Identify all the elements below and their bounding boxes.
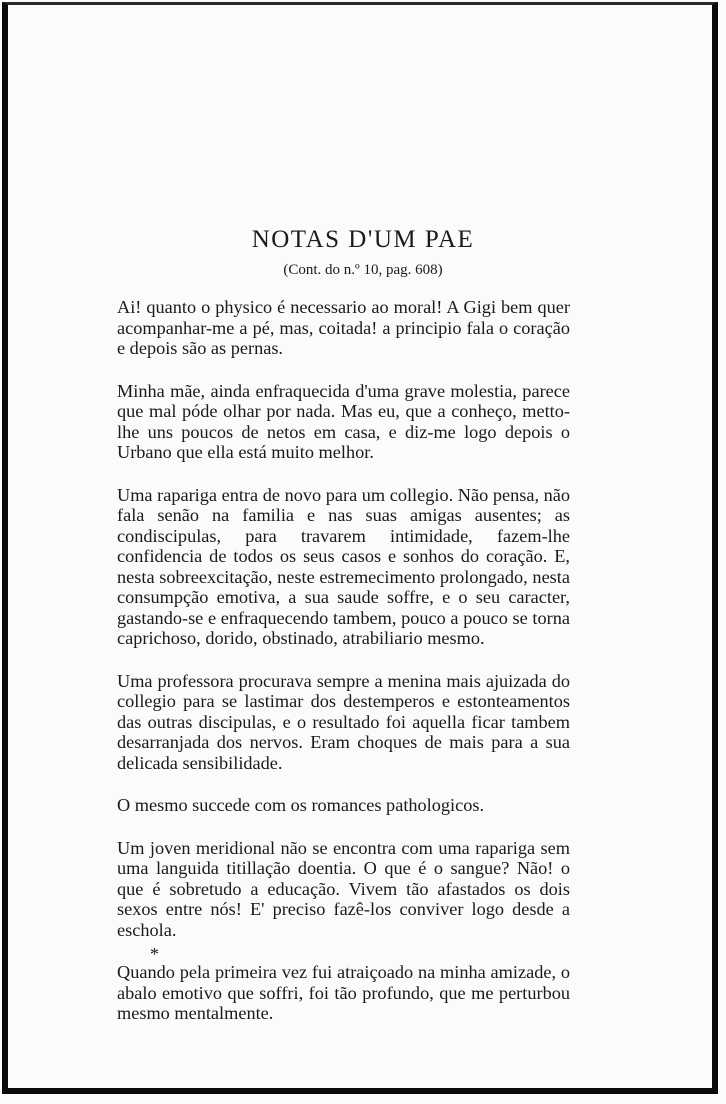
article-subtitle: (Cont. do n.º 10, pag. 608) bbox=[283, 262, 443, 278]
paragraph: Uma professora procurava sempre a menina mais ajuizada do collegio para se lastimar dos destemperos e estonteamentos das outras discipulas, e o resultado foi aquella ficar tambem desarranjada dos nervos. Eram choques de mais para a sua delicada sensibilidade. bbox=[117, 670, 570, 773]
section-separator: * bbox=[150, 944, 159, 964]
article-body bbox=[117, 297, 570, 1024]
article-title: NOTAS D'UM PAE bbox=[251, 226, 475, 253]
paragraph: O mesmo succede com os romances pathologicos. bbox=[117, 795, 485, 815]
paragraph: Minha mãe, ainda enfraquecida d'uma grave molestia, parece que mal póde olhar por nada. Mas eu, que a conheço, metto-lhe uns poucos de netos em casa, e diz-me logo depois o Urbano que ella está muito melhor. bbox=[117, 380, 570, 462]
paragraph: Uma rapariga entra de novo para um collegio. Não pensa, não fala senão na familia e nas suas amigas ausentes; as condiscipulas, para travarem intimidade, fazem-lhe confidencia de todos os seus casos e sonhos do coração. E, nesta sobreexcitação, neste estremecimento prolongado, nesta consumpção emotiva, a sua saude soffre, e o seu caracter, gastando-se e enfraquecendo tambem, pouco a pouco se torna caprichoso, dorido, obstinado, atrabiliario mesmo. bbox=[117, 484, 570, 648]
paragraph: Um joven meridional não se encontra com uma rapariga sem uma languida titillação doentia. O que é o sangue? Não! o que é sobretudo a educação. Vivem tão afastados os dois sexos entre nós! E' preciso fazê-los conviver logo desde a eschola. bbox=[117, 837, 570, 940]
paragraph: Ai! quanto o physico é necessario ao moral! A Gigi bem quer acompanhar-me a pé, mas, coitada! a principio fala o coração e depois são as pernas. bbox=[117, 297, 570, 358]
paragraph: Quando pela primeira vez fui atraiçoado na minha amizade, o abalo emotivo que soffri, foi tão profundo, que me perturbou mesmo mentalmente. bbox=[117, 962, 570, 1023]
